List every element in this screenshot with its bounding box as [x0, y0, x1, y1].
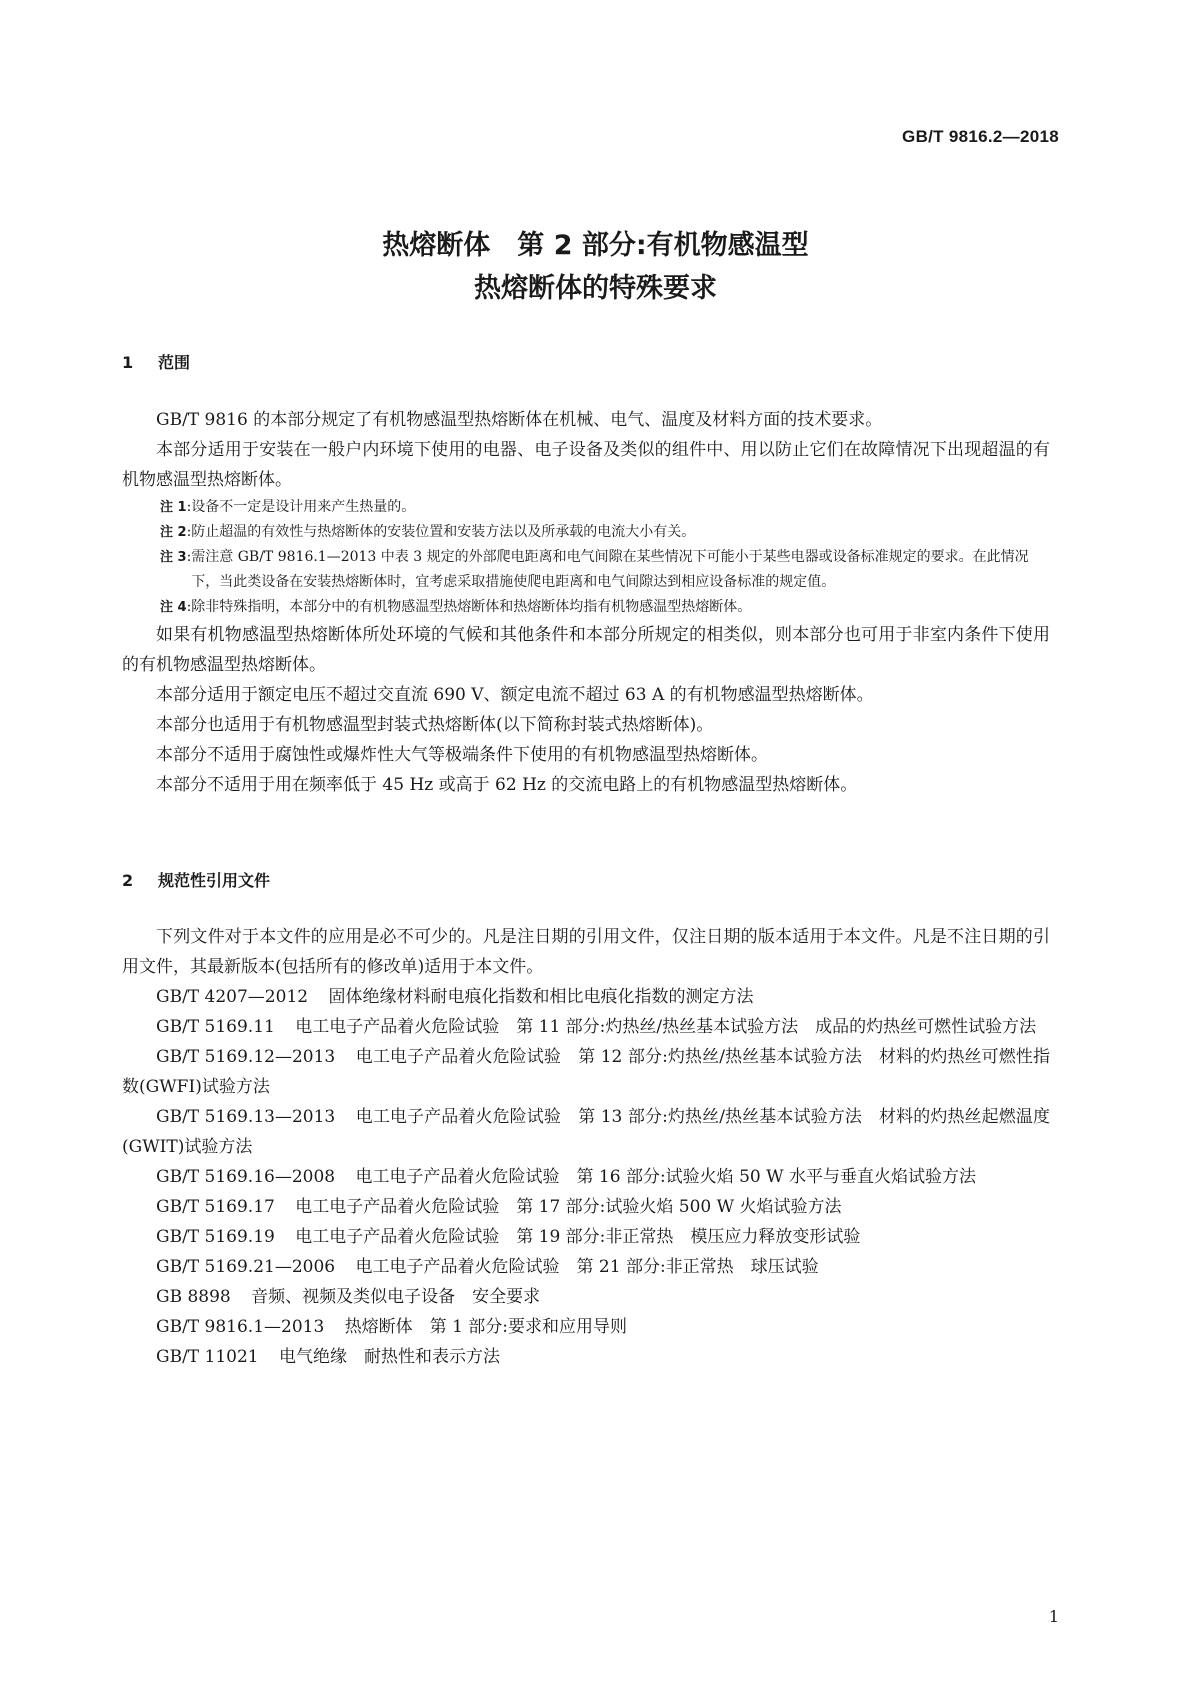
reference-code: GB/T 5169.12—2013: [156, 1047, 336, 1067]
reference-item: [122, 1342, 1050, 1372]
page-number: 1: [1048, 1607, 1059, 1626]
document-title-line-2: 热熔断体的特殊要求: [474, 273, 717, 304]
reference-code: GB/T 5169.16—2008: [156, 1167, 336, 1187]
reference-code: GB/T 5169.17: [156, 1197, 275, 1217]
paragraph: 下列文件对于本文件的应用是必不可少的。凡是注日期的引用文件，仅注日期的版本适用于本文件。凡是不注日期的引用文件，其最新版本(包括所有的修改单)适用于本文件。: [122, 927, 1050, 977]
note-label: 注 2: [160, 525, 187, 540]
note: 注 3 : 需注意 GB/T 9816.1—2013 中表 3 规定的外部爬电距离和电气间隙在某些情况下可能小于某些电器或设备标准规定的要求。在此情况下，当此类设备在安装热熔断体时，宜考虑采取措施使爬电距离和电气间隙达到相应设备标准的规定值。: [122, 545, 1050, 595]
reference-title: 电工电子产品着火危险试验 第 16 部分:试验火焰 50 W 水平与垂直火焰试验方法: [355, 1167, 976, 1187]
paragraph: 如果有机物感温型热熔断体所处环境的气候和其他条件和本部分所规定的相类似，则本部分也可用于非室内条件下使用的有机物感温型热熔断体。: [122, 625, 1050, 675]
reference-code: GB/T 5169.19: [156, 1227, 275, 1247]
reference-title: 电工电子产品着火危险试验 第 11 部分:灼热丝/热丝基本试验方法 成品的灼热丝可燃性试验方法: [295, 1017, 1037, 1037]
note-label: 注 3: [160, 550, 187, 565]
document-title-line-1: 热熔断体 第 2 部分:有机物感温型: [382, 230, 809, 261]
paragraph: 本部分适用于安装在一般户内环境下使用的电器、电子设备及类似的组件中、用以防止它们在故障情况下出现超温的有机物感温型热熔断体。: [122, 440, 1050, 490]
reference-item: [122, 1012, 1050, 1042]
reference-title: 固体绝缘材料耐电痕化指数和相比电痕化指数的测定方法: [328, 987, 754, 1007]
note-label: 注 1: [160, 500, 187, 515]
section-1-heading: [122, 353, 190, 373]
section-1-body: [122, 405, 1050, 800]
reference-title: 电工电子产品着火危险试验 第 12 部分:灼热丝/热丝基本试验方法 材料的灼热丝可燃性指数(GWFI)试验方法: [122, 1047, 1050, 1097]
note: 注 4 : 除非特殊指明，本部分中的有机物感温型热熔断体和热熔断体均指有机物感温型热熔断体。: [122, 595, 1050, 620]
reference-code: GB/T 9816.1—2013: [156, 1317, 325, 1337]
note: 注 1 : 设备不一定是设计用来产生热量的。: [122, 495, 1050, 520]
note-label: 注 4: [160, 600, 187, 615]
reference-code: GB/T 5169.21—2006: [156, 1257, 336, 1277]
reference-title: 音频、视频及类似电子设备 安全要求: [251, 1287, 541, 1307]
note-text: 防止超温的有效性与热熔断体的安装位置和安装方法以及所承载的电流大小有关。: [191, 524, 696, 540]
section-number: 1: [122, 353, 134, 372]
note-text: 设备不一定是设计用来产生热量的。: [191, 499, 416, 515]
note: 注 2 : 防止超温的有效性与热熔断体的安装位置和安装方法以及所承载的电流大小有关。: [122, 520, 1050, 545]
reference-item: [122, 1222, 1050, 1252]
standard-number: GB/T 9816.2—2018: [902, 127, 1059, 146]
reference-item: [122, 1282, 1050, 1312]
reference-title: 电工电子产品着火危险试验 第 19 部分:非正常热 模压应力释放变形试验: [295, 1227, 861, 1247]
reference-item: [122, 1042, 1050, 1102]
reference-title: 电气绝缘 耐热性和表示方法: [279, 1347, 501, 1367]
paragraph: GB/T 9816 的本部分规定了有机物感温型热熔断体在机械、电气、温度及材料方面的技术要求。: [156, 410, 883, 430]
reference-item: [122, 1252, 1050, 1282]
section-2-heading: [122, 871, 270, 891]
note-text: 除非特殊指明，本部分中的有机物感温型热熔断体和热熔断体均指有机物感温型热熔断体。: [191, 599, 752, 615]
reference-code: GB/T 5169.13—2013: [156, 1107, 336, 1127]
reference-item: [122, 1162, 1050, 1192]
reference-item: [122, 1312, 1050, 1342]
reference-title: 电工电子产品着火危险试验 第 13 部分:灼热丝/热丝基本试验方法 材料的灼热丝起燃温度(GWIT)试验方法: [122, 1107, 1050, 1157]
reference-code: GB 8898: [156, 1287, 231, 1307]
reference-item: [122, 982, 1050, 1012]
paragraph: 本部分不适用于用在频率低于 45 Hz 或高于 62 Hz 的交流电路上的有机物感温型热熔断体。: [156, 775, 858, 795]
reference-title: 热熔断体 第 1 部分:要求和应用导则: [344, 1317, 628, 1337]
note-text: 需注意 GB/T 9816.1—2013 中表 3 规定的外部爬电距离和电气间隙在某些情况下可能小于某些电器或设备标准规定的要求。在此情况下，当此类设备在安装热熔断体时，宜考虑采取措施使爬电距离和电气间隙达到相应设备标准的规定值。: [191, 549, 1029, 590]
reference-item: [122, 1102, 1050, 1162]
reference-code: GB/T 5169.11: [156, 1017, 275, 1037]
section-number: 2: [122, 871, 134, 890]
reference-code: GB/T 4207—2012: [156, 987, 309, 1007]
section-2-body: [122, 922, 1050, 1372]
section-title: 范围: [158, 353, 191, 372]
reference-list: [122, 982, 1050, 1372]
paragraph: 本部分不适用于腐蚀性或爆炸性大气等极端条件下使用的有机物感温型热熔断体。: [156, 745, 768, 765]
paragraph: 本部分适用于额定电压不超过交直流 690 V、额定电流不超过 63 A 的有机物感温型热熔断体。: [156, 685, 874, 705]
paragraph: 本部分也适用于有机物感温型封装式热熔断体(以下简称封装式热熔断体)。: [156, 715, 714, 735]
reference-title: 电工电子产品着火危险试验 第 17 部分:试验火焰 500 W 火焰试验方法: [295, 1197, 842, 1217]
section-title: 规范性引用文件: [158, 871, 271, 890]
reference-item: [122, 1192, 1050, 1222]
reference-code: GB/T 11021: [156, 1347, 259, 1367]
reference-title: 电工电子产品着火危险试验 第 21 部分:非正常热 球压试验: [355, 1257, 819, 1277]
